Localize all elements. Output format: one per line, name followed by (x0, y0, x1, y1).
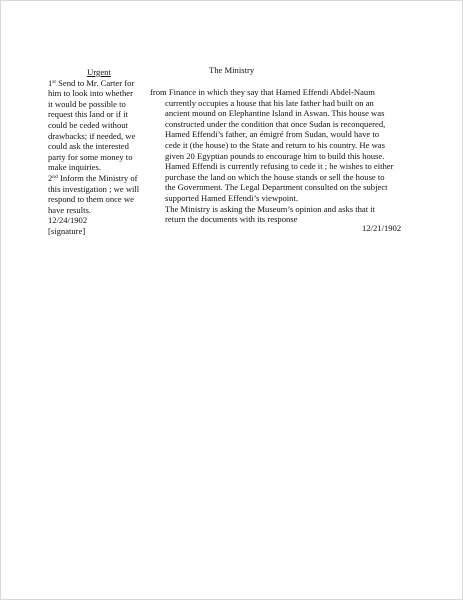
note-line: this investigation ; we will (48, 183, 140, 194)
body-line: constructed under the condition that once Sudan is reconquered, (165, 118, 386, 129)
urgent-heading: Urgent (87, 67, 111, 77)
body-line: ancient mound on Elephantine Island in Aswan. This house was (165, 108, 385, 119)
note-text: Inform the Ministry of (59, 172, 138, 183)
note-line: drawbacks; if needed, we (48, 130, 136, 141)
note-line: respond to them once we (48, 194, 134, 205)
note-date: 12/24/1902 (48, 215, 88, 226)
main-body (150, 87, 415, 225)
note-line: could be ceded without (48, 119, 128, 130)
margin-note (48, 67, 150, 237)
body-line: the Government. The Legal Department consulted on the subject (165, 182, 388, 193)
note-line: party for some money to (48, 151, 133, 162)
body-line: return the documents with its response (165, 214, 298, 225)
body-line: supported Hamed Effendi’s viewpoint. (165, 192, 299, 203)
note-line (48, 173, 150, 184)
note-signature: [signature] (48, 225, 86, 236)
note-line: could ask the interested (48, 141, 129, 152)
ordinal-suffix: st (52, 78, 56, 85)
note-line: make inquiries. (48, 162, 101, 173)
page-title: The Ministry (209, 65, 255, 75)
note-line: request this land or if it (48, 109, 128, 120)
body-line: from Finance in which they say that Hamed Effendi Abdel-Naum (150, 87, 375, 97)
body-line: The Ministry is asking the Museum’s opinion and asks that it (165, 203, 376, 214)
note-line: have results. (48, 204, 91, 215)
body-line: Hamed Effendi is currently refusing to cede it ; he wishes to either (165, 161, 394, 172)
body-line: cede it (the house) to the State and return to his country. He was (165, 139, 385, 150)
note-line: it would be possible to (48, 98, 126, 109)
note-text: Send to Mr. Carter for (58, 77, 135, 88)
item-number: 2 (48, 172, 53, 183)
body-line: currently occupies a house that his late father had built on an (165, 97, 374, 108)
note-line: him to look into whether (48, 88, 133, 99)
body-line: given 20 Egyptian pounds to encourage him to build this house. (165, 150, 385, 161)
document-date: 12/21/1902 (362, 223, 402, 233)
note-line (48, 78, 150, 89)
body-line: Hamed Effendi’s father, an émigré from Sudan, would have to (165, 129, 380, 140)
body-line: purchase the land on which the house stands or sell the house to (165, 171, 385, 182)
ordinal-suffix: nd (52, 173, 58, 180)
item-number: 1 (48, 77, 53, 88)
